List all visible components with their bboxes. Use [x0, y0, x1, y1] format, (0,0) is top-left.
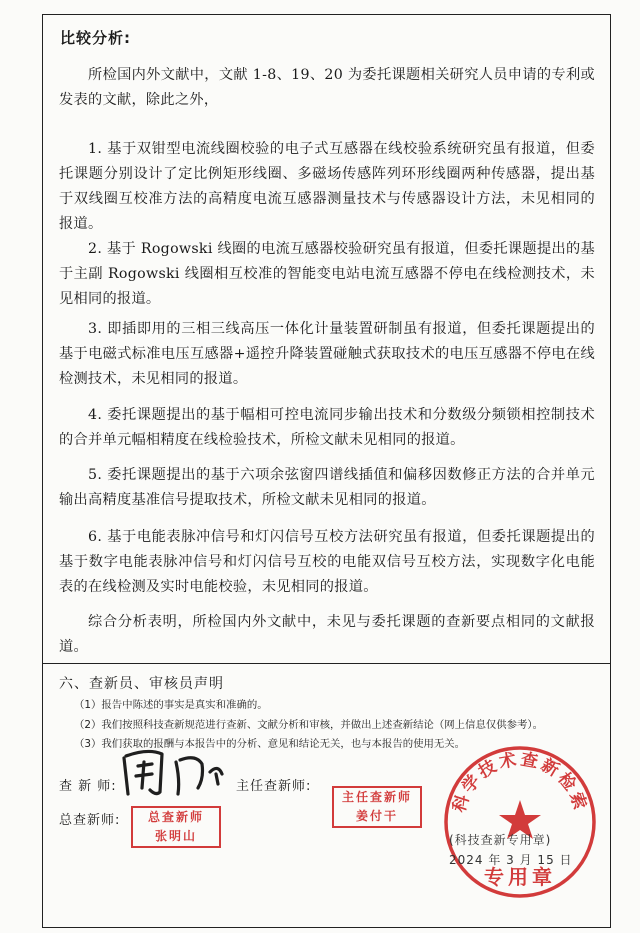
reviewer-signature [118, 744, 238, 802]
report-date: 2024 年 3 月 15 日 [449, 853, 573, 867]
analysis-item-2: 2. 基于 Rogowski 线圈的电流互感器校验研究虽有报道，但委托课题提出的基于主副 Rogowski 线圈相互校准的智能变电站电流互感器不停电在线检测技术，未见相同的报道。 [59, 241, 595, 307]
senior-stamp-title: 总查新师 [147, 810, 204, 824]
analysis-item-6: 6. 基于电能表脉冲信号和灯闪信号互校方法研究虽有报道，但委托课题提出的基于数字电能表脉冲信号和灯闪信号互校的电能双信号互校方法，实现数字化电能表的在线检测及实时电能校验，未见相同的报道。 [59, 529, 595, 595]
declaration-note-2: （2）我们按照科技查新规范进行查新、文献分析和审核，并做出上述查新结论（网上信息仅供参考）。 [74, 719, 543, 731]
declaration-title: 六、查新员、审核员声明 [59, 676, 224, 692]
declaration-note-3: （3）我们获取的报酬与本报告中的分析、意见和结论无关，也与本报告的使用无关。 [74, 738, 466, 750]
chief-reviewer-label: 主任查新师: [236, 779, 312, 794]
seal-middle-text: (科技查新专用章) [449, 833, 552, 847]
analysis-item-4: 4. 委托课题提出的基于幅相可控电流同步输出技术和分数级分频锁相控制技术的合并单元幅相精度在线检验技术，所检文献未见相同的报道。 [59, 407, 595, 448]
analysis-item-5: 5. 委托课题提出的基于六项余弦窗四谱线插值和偏移因数修正方法的合并单元输出高精度基准信号提取技术，所检文献未见相同的报道。 [59, 467, 595, 508]
senior-reviewer-label: 总查新师: [59, 813, 121, 828]
section-divider [43, 663, 610, 664]
svg-text:科学技术查新检索: 科学技术查新检索 [449, 749, 591, 815]
chief-stamp-name: 姜付干 [355, 809, 398, 823]
declaration-note-1: （1）报告中陈述的事实是真实和准确的。 [74, 699, 268, 711]
intro-paragraph: 所检国内外文献中，文献 1-8、19、20 为委托课题相关研究人员申请的专利或发表的文献，除此之外， [59, 67, 595, 108]
chief-reviewer-stamp [332, 786, 422, 828]
senior-reviewer-stamp [131, 806, 221, 848]
reviewer-label: 查 新 师: [59, 779, 117, 794]
chief-stamp-title: 主任查新师 [341, 790, 412, 804]
analysis-item-3: 3. 即插即用的三相三线高压一体化计量装置研制虽有报道，但委托课题提出的基于电磁式标准电压互感器+遥控升降装置碰触式获取技术的电压互感器不停电在线检测技术，未见相同的报道。 [59, 321, 595, 387]
comparison-heading: 比较分析: [60, 29, 131, 47]
conclusion-paragraph: 综合分析表明，所检国内外文献中，未见与委托课题的查新要点相同的文献报道。 [59, 614, 595, 655]
senior-stamp-name: 张明山 [154, 829, 197, 843]
official-seal [440, 742, 600, 902]
svg-text:专用章: 专用章 [484, 865, 556, 889]
analysis-item-1: 1. 基于双钳型电流线圈校验的电子式互感器在线校验系统研究虽有报道，但委托课题分别设计了定比例矩形线圈、多磁场传感阵列环形线圈两种传感器，提出基于双线圈互校准方法的高精度电流互感器测量技术与传感器设计方法，未见相同的报道。 [59, 141, 595, 232]
